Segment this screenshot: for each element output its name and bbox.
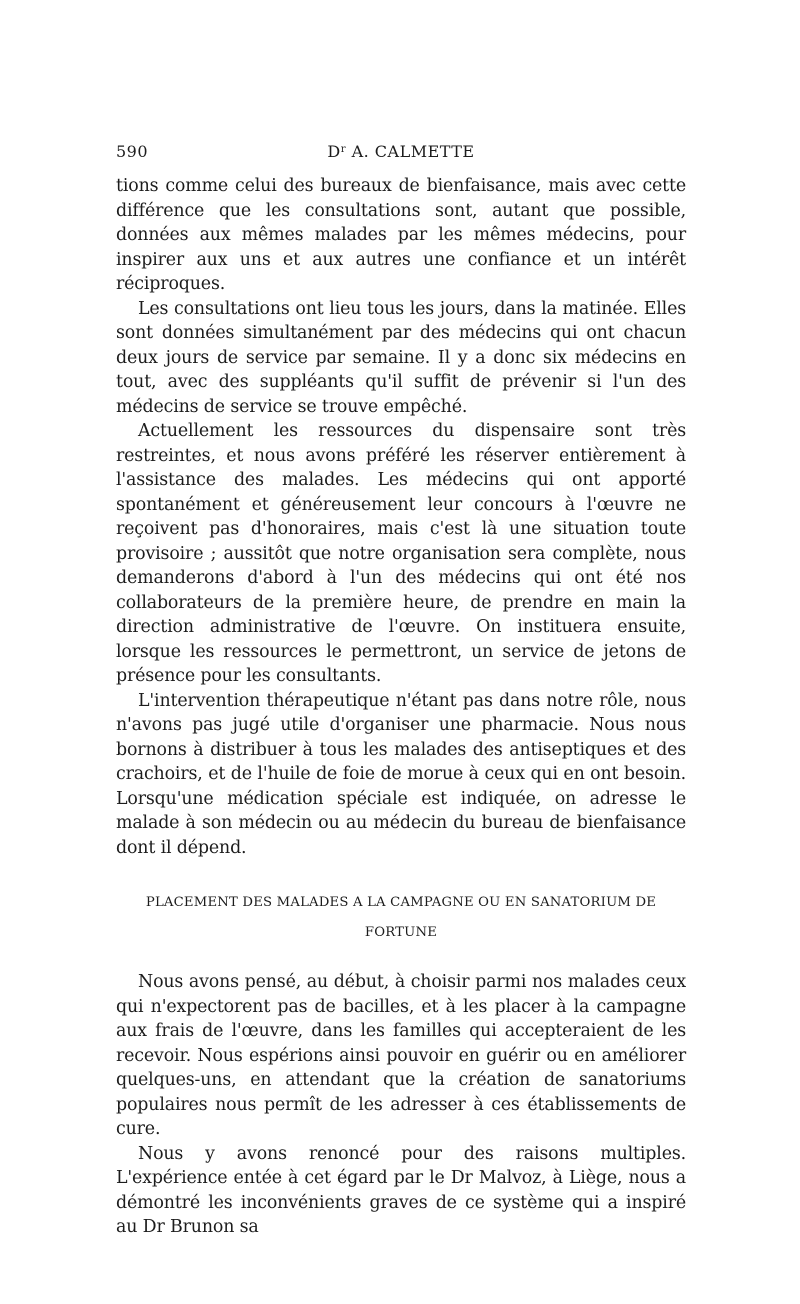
- author-name: A. CALMETTE: [345, 142, 475, 161]
- author-superscript: r: [340, 144, 346, 155]
- paragraph-3: Actuellement les ressources du dispensaire sont très restreintes, et nous avons préféré les réserver entièrement à l'assistance des malades. Les médecins qui ont apporté spontanément et généreusement leur concours à l'œuvre ne reçoivent pas d'honoraires, mais c'est là une situation toute provisoire ; aussitôt que notre organisation sera complète, nous demanderons d'abord à l'un des médecins qui ont été nos collaborateurs de la première heure, de prendre en main la direction administrative de l'œuvre. On instituera ensuite, lorsque les ressources le permettront, un service de jetons de présence pour les consultants.: [116, 421, 686, 686]
- paragraph-5: Nous avons pensé, au début, à choisir parmi nos malades ceux qui n'expectorent pas de bacilles, et à les placer à la campagne aux frais de l'œuvre, dans les familles qui accepteraient de les recevoir. Nous espérions ainsi pouvoir en guérir ou en améliorer quelques-uns, en attendant que la création de sanatoriums populaires nous permît de les adresser à ces établissements de cure.: [116, 972, 686, 1139]
- page-number: 590: [116, 142, 149, 161]
- section-heading: [116, 888, 686, 948]
- section-heading-line-2: FORTUNE: [364, 925, 438, 940]
- paragraph-4: L'intervention thérapeutique n'étant pas dans notre rôle, nous n'avons pas jugé utile d'organiser une pharmacie. Nous nous bornons à distribuer à tous les malades des antiseptiques et des crachoirs, et de l'huile de foie de morue à ceux qui en ont besoin. Lorsqu'une médication spéciale est indiquée, on adresse le malade à son médecin ou au médecin du bureau de bienfaisance dont il dépend.: [116, 690, 686, 858]
- paragraph-2: Les consultations ont lieu tous les jours, dans la matinée. Elles sont données simultanément par des médecins qui ont chacun deux jours de service par semaine. Il y a donc six médecins en tout, avec des suppléants qu'il suffit de prévenir si l'un des médecins de service se trouve empêché.: [116, 298, 686, 417]
- author-prefix: D: [327, 142, 341, 161]
- book-page: [116, 140, 686, 1240]
- paragraph-1: tions comme celui des bureaux de bienfaisance, mais avec cette différence que les consultations sont, autant que possible, données aux mêmes malades par les mêmes médecins, pour inspirer aux uns et aux autres une confiance et un intérêt réciproques.: [116, 176, 686, 294]
- section-heading-line-1: PLACEMENT DES MALADES A LA CAMPAGNE OU EN SANATORIUM DE: [145, 895, 657, 910]
- running-title: [327, 140, 474, 164]
- running-head: [116, 140, 686, 164]
- paragraph-6: Nous y avons renoncé pour des raisons multiples. L'expérience entée à cet égard par le Dr Malvoz, à Liège, nous a démontré les inconvénients graves de ce système qui a inspiré au Dr Brunon sa: [116, 1143, 686, 1237]
